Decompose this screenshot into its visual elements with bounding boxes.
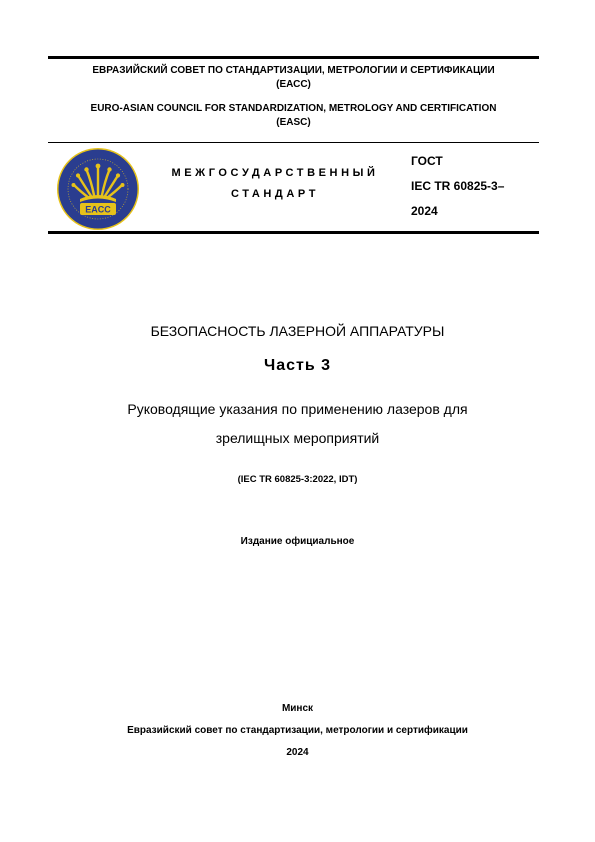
- iec-reference: (IEC TR 60825-3:2022, IDT): [237, 474, 358, 485]
- top-rule: [48, 56, 539, 59]
- header-divider: [48, 142, 539, 143]
- footer-year: 2024: [286, 747, 309, 758]
- standard-type-line1: МЕЖГОСУДАРСТВЕННЫЙ: [171, 167, 379, 179]
- standard-type-line2: СТАНДАРТ: [230, 188, 320, 200]
- document-subtitle: [0, 395, 595, 453]
- council-ru-abbr: (ЕАСС): [276, 79, 311, 90]
- part-number: Часть 3: [263, 357, 332, 374]
- designation-line1: ГОСТ: [411, 154, 443, 168]
- footer-city: Минск: [281, 703, 314, 714]
- footer-publisher: Евразийский совет по стандартизации, метрологии и сертификации: [127, 725, 468, 736]
- designation-line2: IEC TR 60825-3–: [411, 179, 505, 193]
- subtitle-line2: зрелищных мероприятий: [215, 430, 380, 446]
- logo-text: EACC: [85, 204, 111, 215]
- edition-note: Издание официальное: [240, 536, 355, 547]
- eacc-logo: [56, 147, 140, 231]
- council-en-name: EURO-ASIAN COUNCIL FOR STANDARDIZATION, METROLOGY AND CERTIFICATION: [90, 103, 497, 114]
- council-en-abbr: (EASC): [276, 117, 311, 128]
- subtitle-line1: Руководящие указания по применению лазеров для: [127, 401, 468, 417]
- designation-line3: 2024: [411, 204, 438, 218]
- council-ru-name: ЕВРАЗИЙСКИЙ СОВЕТ ПО СТАНДАРТИЗАЦИИ, МЕТРОЛОГИИ И СЕРТИФИКАЦИИ: [92, 65, 495, 76]
- document-title: БЕЗОПАСНОСТЬ ЛАЗЕРНОЙ АППАРАТУРЫ: [150, 323, 445, 339]
- bottom-rule: [48, 231, 539, 234]
